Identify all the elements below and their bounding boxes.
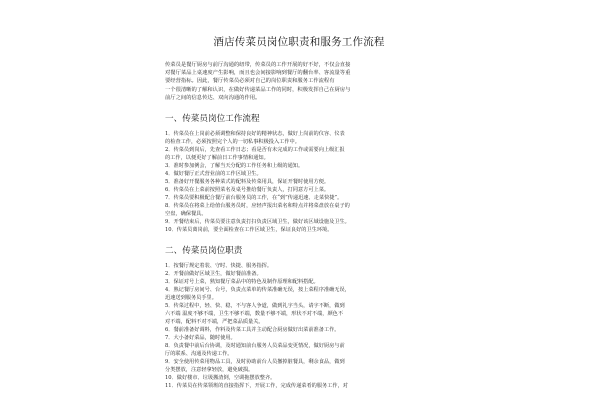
document-page	[165, 12, 433, 400]
list-item: 空盘，确保餐具。	[165, 211, 207, 218]
list-item: 11．传菜员在传菜领班的直接指挥下，开展工作，完成传递菜肴的服务工作，对	[165, 383, 348, 390]
list-item: 7．传菜员要积极配合餐厅前台服务员的工作，在“到”传递迅速、走菜快捷”。	[165, 195, 343, 202]
list-item: 8．负责餐中前后台协调，及时通知前台服务人员菜品变更情况，做好厨房与前	[165, 343, 345, 350]
list-item: 分类摆放，注意轻拿轻放，避免破损。	[165, 367, 254, 374]
list-item: 厅的联系、沟通及传递工作。	[165, 351, 233, 358]
list-item: 5．传菜过程中，轻、快、稳，不与客人争道，做到礼字当头，请字不断，做到	[165, 303, 345, 310]
list-item: 2．开餐前做好区域卫生，做好餐前准备。	[165, 271, 262, 278]
list-item: 4．熟记餐厅房间号、台号，负责点菜单的传菜准确无误，按上菜程序准确无误，	[165, 287, 350, 294]
list-item: 2．传菜员到岗后，先查看工作日志；看是否有未完成的工作或需要向上级汇报	[165, 147, 345, 154]
list-item: 8．传菜员在将菜上给值台服务员时，应轻声报出菜名和特点并将菜盘放在桌子的	[165, 203, 350, 210]
intro-line: 前厅之间的信息传达、双向沟通的作用。	[165, 94, 261, 101]
section-title-duties: 二、传菜员岗位职责	[165, 246, 243, 257]
list-item: 6．餐前准备好调料，作料及传菜工具并主动配合厨房做好出菜前准备工作。	[165, 327, 340, 334]
list-item: 的工作，以便更好了解前日工作事情和通知。	[165, 155, 269, 162]
list-item: 10．做好楼市、垃圾搬渣倒，空调拖摆放整齐。	[165, 375, 276, 382]
list-item: 六不端 温度不够不端，卫生不够不端，数量不够不端，形状不对不端，颜色不	[165, 311, 344, 318]
duties-list	[165, 262, 433, 390]
list-item: 9．安全使用传菜用物品工具，及时协助前台人员撤掉脏餐具，剩余食品，做到	[165, 359, 345, 366]
list-item: 对不端，配料不对不端，严把菜品质量关。	[165, 319, 264, 326]
intro-line: 对餐厅菜品上桌速度产生影响，而且也会间接影响到餐厅的翻台率、客流量等重	[165, 70, 351, 77]
intro-paragraph	[165, 61, 433, 102]
list-item: 迅速送到服务员手里。	[165, 295, 217, 302]
intro-line: 一个很清晰的了解和认识，在做好传递菜品工作的同时，积极发挥自己在厨房与	[165, 86, 351, 93]
list-item: 1．按餐厅规定着装、守时、快捷、服务指挥。	[165, 263, 273, 270]
document-title: 酒店传菜员岗位职责和服务工作流程	[213, 36, 385, 48]
list-item: 10．传菜员离岗前，要全面检查在工作区域卫生，保证良好的卫生环境。	[165, 227, 333, 234]
list-item: 1．传菜员在上岗前必须调整和保持良好的精神状态，做好上岗前的仪容、仪表	[165, 131, 345, 138]
list-item: 9．开餐结束后，传菜员要注意负责打扫负责区域卫生，做好该区域设施及卫生。	[165, 219, 350, 226]
list-item: 5．准备好开餐服务各种菜式的配料及传菜用具，保证开餐时使用方便。	[165, 179, 330, 186]
intro-line: 要经营指标。因此，餐厅传菜员必须对自己的岗位职责和服务工作流程有	[165, 78, 335, 85]
list-item: 4．做好餐厅正式营业前的工作区域卫生。	[165, 171, 262, 178]
list-item: 的检查工作，必须按照完个人的一切私事积极投入工作中。	[165, 139, 300, 146]
list-item: 3．保证对号上菜，熟知餐厅菜品中的特色及制作原理和配料搭配。	[165, 279, 319, 286]
workflow-list	[165, 130, 433, 234]
list-item: 3．准时参加例会，了解当天分配的工作任务和上级的通知。	[165, 163, 304, 170]
list-item: 6．传菜员在上菜前按照菜名及桌号推给餐厅负责人，打同意方可上菜。	[165, 187, 330, 194]
intro-line: 传菜员是餐厅厨房与前厅沟通的纽带，传菜员的工作开展的好不好，不仅会直接	[165, 62, 351, 68]
list-item: 7．大小备好菜品，随时使用。	[165, 335, 236, 342]
section-title-workflow: 一、传菜员岗位工作流程	[165, 114, 260, 125]
